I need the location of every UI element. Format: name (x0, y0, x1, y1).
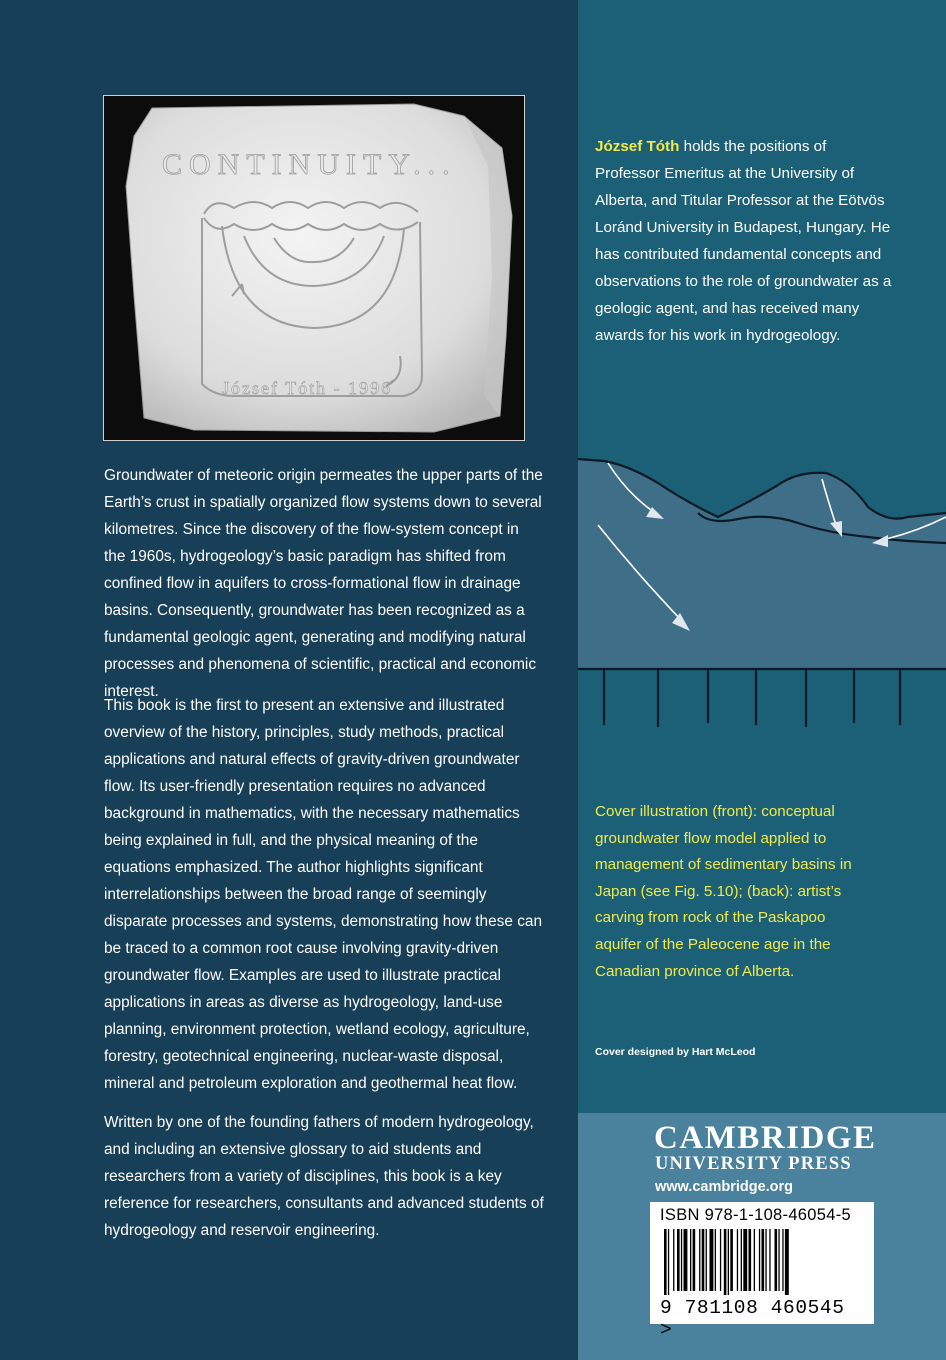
barcode-bar (743, 1229, 747, 1291)
mountain-profile (578, 459, 946, 669)
carving-inscription-bottom: József Tóth - 1996 (222, 378, 393, 398)
carving-inscription-top: CONTINUITY... (162, 148, 457, 181)
cover-designer-credit: Cover designed by Hart McLeod (595, 1046, 756, 1058)
barcode-bar (677, 1229, 680, 1291)
barcode-bar (759, 1229, 760, 1291)
barcode-bar (702, 1229, 705, 1291)
barcode-bar (749, 1229, 752, 1291)
barcode-bar (765, 1229, 766, 1291)
barcode-bar (769, 1229, 770, 1291)
barcode-bar (728, 1229, 729, 1295)
blurb-paragraph-1: Groundwater of meteoric origin permeates the upper parts of the Earth’s crust in spatially organized flow systems down to several kilometres. Since the discovery of the flow-system concept in the 1960s, hydrogeology’s basic paradigm has shifted from confined flow in aquifers to cross-formational flow in drainage basins. Consequently, groundwater has been recognized as a fundamental geologic agent, generating and modifying natural processes and phenomena of scientific, practical and economic interest. (104, 467, 543, 700)
isbn-barcode-block (650, 1202, 874, 1341)
barcode-bar (706, 1229, 707, 1291)
author-name: József Tóth (595, 138, 680, 155)
publisher-url[interactable]: www.cambridge.org (655, 1179, 794, 1195)
barcode-bar (778, 1229, 779, 1291)
blurb-paragraph-3: Written by one of the founding fathers of modern hydrogeology, and including an extensive glossary to aid students and researchers from a variety of disciplines, this book is a key reference for researchers, consultants and advanced students of hydrogeology and reservoir engineering. (104, 1114, 544, 1239)
barcode-bar (762, 1229, 765, 1291)
barcode-bar (720, 1229, 721, 1291)
blurb-paragraph-2: This book is the first to present an extensive and illustrated overview of the history, principles, study methods, practical applications and natural effects of gravity-driven groundwater flow. Its user-friendly presentation requires no advanced background in mathematics, with the necessary mathematics being explained in full, and the physical meaning of the equations emphasized. The author highlights significant interrelationships between the broad range of seemingly disparate processes and systems, demonstrating how these can be traced to a common root cause involving gravity-driven groundwater flow. Examples are used to illustrate practical applications in areas as diverse as hydrogeology, land-use planning, environment protection, wetland ecology, agriculture, forestry, geotechnical engineering, nuclear-waste disposal, mineral and petroleum exploration and geothermal heat flow. (104, 697, 543, 1092)
groundwater-flow-illustration (578, 455, 946, 755)
carving-photo (103, 95, 525, 441)
barcode-bar (684, 1229, 688, 1291)
barcode-bar (673, 1229, 674, 1291)
barcode-bar (664, 1229, 667, 1295)
barcode-bar (754, 1229, 755, 1291)
barcode-bar (668, 1229, 669, 1295)
barcode-digits: 9 781108 460545 > (660, 1297, 845, 1341)
barcode-bar (690, 1229, 691, 1291)
barcode-bar (730, 1229, 733, 1291)
cover-illustration-caption: Cover illustration (front): conceptual groundwater flow model applied to management of sedimentary basins in Japan (see Fig. 5.10); (back): artist’s carving from rock of the Paskapoo aquifer of the Paleocene age in the Canadian province of Alberta. (595, 803, 852, 980)
isbn-label: ISBN 978-1-108-46054-5 (660, 1206, 851, 1224)
barcode-bar (681, 1229, 682, 1291)
barcode-bar (782, 1229, 783, 1291)
barcode-bar (715, 1229, 716, 1291)
barcode-bar (693, 1229, 696, 1291)
barcode-bar (775, 1229, 778, 1291)
barcode-bar (699, 1229, 700, 1291)
barcode-bar (785, 1229, 789, 1295)
stone-carving-image (104, 96, 524, 440)
barcode-bar (724, 1229, 727, 1295)
author-bio (595, 133, 895, 349)
barcode-bar (741, 1229, 742, 1291)
author-bio-text: holds the positions of Professor Emeritus at the University of Alberta, and Titular Professor at the Eötvös Loránd University in Budapest, Hungary. He has contributed fundamental concepts and observations to the role of groundwater as a geologic agent, and has received many awards for his work in hydrogeology. (595, 138, 892, 344)
barcode-bar (710, 1229, 714, 1291)
barcode-icon (658, 1229, 866, 1295)
publisher-subtitle: UNIVERSITY PRESS (655, 1154, 852, 1174)
barcode-bar (737, 1229, 738, 1291)
publisher-name: CAMBRIDGE (654, 1120, 877, 1156)
bedrock-ticks (604, 669, 900, 727)
